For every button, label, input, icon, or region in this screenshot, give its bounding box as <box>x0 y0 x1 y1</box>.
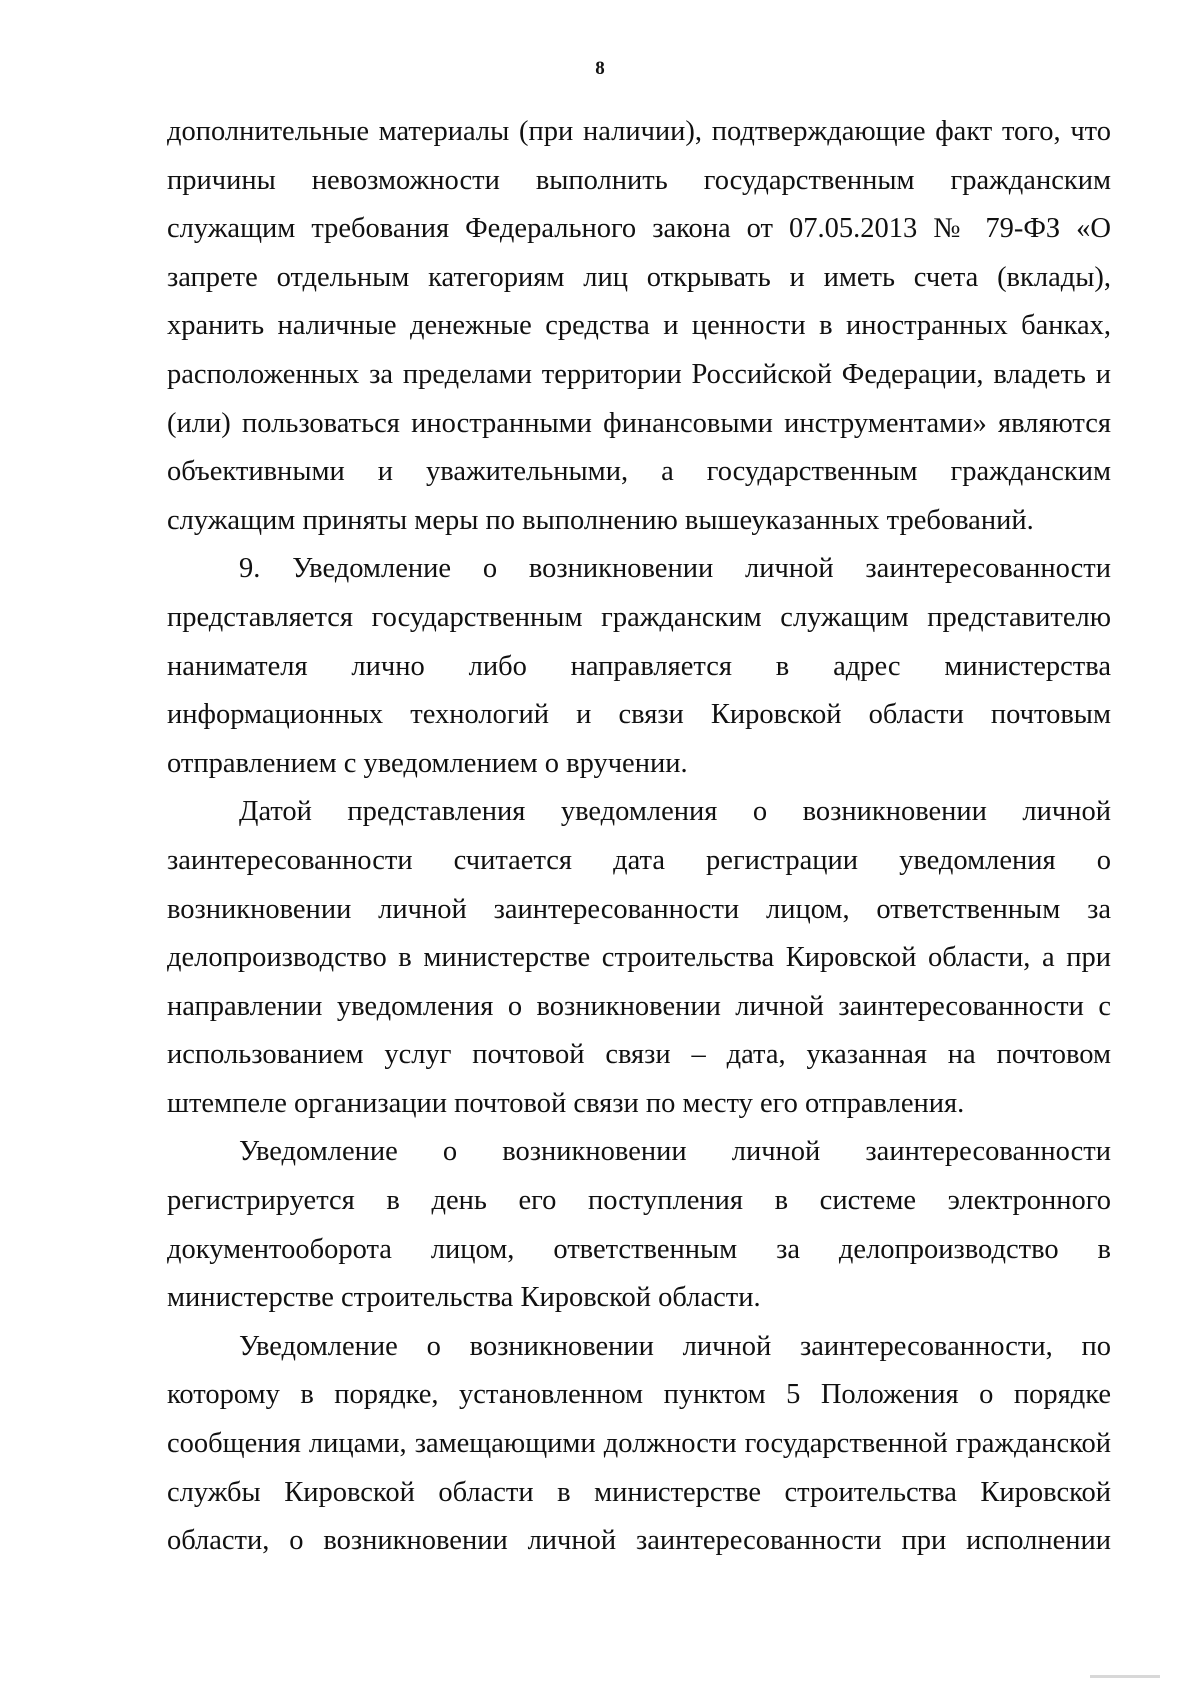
paragraph-notification-procedure: Уведомление о возникновении личной заинтересованности, по которому в порядке, установленном пунктом 5 Положения о порядке сообщения лицами, замещающими должности государственной гражданской службы Кировской области в министерстве строительства Кировской области, о возникновении личной заинтересованности при исполнении <box>167 1330 1111 1557</box>
page-number: 8 <box>595 58 605 79</box>
document-body <box>167 108 1111 1566</box>
paragraph-submission-date: Датой представления уведомления о возникновении личной заинтересованности считается дата регистрации уведомления о возникновении личной заинтересованности лицом, ответственным за делопроизводство в министерстве строительства Кировской области, а при направлении уведомления о возникновении личной заинтересованности с использованием услуг почтовой связи – дата, указанная на почтовом штемпеле организации почтовой связи по месту его отправления. <box>167 796 1111 1119</box>
scan-artifact <box>1090 1675 1160 1678</box>
paragraph-item-9: 9. Уведомление о возникновении личной заинтересованности представляется государственным гражданским служащим представителю нанимателя лично либо направляется в адрес министерства информационных технологий и связи Кировской области почтовым отправлением с уведомлением о вручении. <box>167 553 1111 779</box>
paragraph-registration: Уведомление о возникновении личной заинтересованности регистрируется в день его поступления в системе электронного документооборота лицом, ответственным за делопроизводство в министерстве строительства Кировской области. <box>167 1136 1111 1314</box>
paragraph-continuation: дополнительные материалы (при наличии), подтверждающие факт того, что причины невозможности выполнить государственным гражданским служащим требования Федерального закона от 07.05.2013 № 79-ФЗ «О запрете отдельным категориям лиц открывать и иметь счета (вклады), хранить наличные денежные средства и ценности в иностранных банках, расположенных за пределами территории Российской Федерации, владеть и (или) пользоваться иностранными финансовыми инструментами» являются объективными и уважительными, а государственным гражданским служащим приняты меры по выполнению вышеуказанных требований. <box>167 116 1111 536</box>
